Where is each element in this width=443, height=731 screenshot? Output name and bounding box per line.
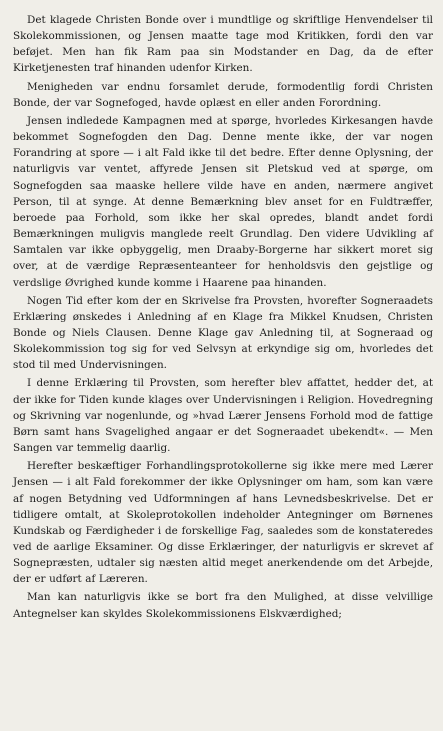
paragraph-2: Menigheden var endnu forsamlet derude, formodentlig fordi Christen Bonde, der var Sognefoged, havde oplæst en eller anden Forordning. bbox=[13, 80, 433, 109]
paragraph-3: Jensen indledede Kampagnen med at spørge, hvorledes Kirkesangen havde bekommet Sognefogden den Dag. Denne mente ikke, der var nogen Forandring at spore — i alt Fald ikke til det bedre. Efter denne Oplysning, der naturligvis var ventet, affyrede Jensen sit Pletskud ved at spørge, om Sognefogden saa maaske hellere vilde have en anden, nærmere angivet Person, til at synge. At denne Bemærkning blev anset for en Fuldtræffer, beroede paa Forhold, som ikke her skal opredes, blandt andet fordi Bemærkningen muligvis manglede reelt Grundlag. Den videre Udvikling af Samtalen var ikke opbyggelig, men Draaby-Borgerne har sikkert moret sig over, at de værdige Repræsenteanteer for henholdsvis den gejstlige og verdslige Øvrighed kunde komme i Haarene paa hinanden. bbox=[13, 114, 433, 289]
paragraph-7: Man kan naturligvis ikke se bort fra den Mulighed, at disse velvillige Antegnelser kan skyldes Skolekommissionens Elskværdighed; bbox=[13, 591, 433, 620]
body-text bbox=[13, 12, 433, 622]
paragraph-6: Herefter beskæftiger Forhandlingsprotokollerne sig ikke mere med Lærer Jensen — i alt Fald forekommer der ikke Oplysninger om ham, som kan være af nogen Betydning ved Udformningen af hans Levnedsbeskrivelse. Det er tidligere omtalt, at Skoleprotokollen indeholder Antegninger om Børnenes Kundskab og Færdigheder i de forskellige Fag, saaledes som de konstateredes ved de aarlige Eksaminer. Og disse Erklæringer, der naturligvis er skrevet af Sognepræsten, udtaler sig næsten altid meget anerkendende om det Arbejde, der er udført af Læreren. bbox=[13, 460, 433, 586]
paragraph-1: Det klagede Christen Bonde over i mundtlige og skriftlige Henvendelser til Skolekommissionen, og Jensen maatte tage mod Kritikken, fordi den var beføjet. Men han fik Ram paa sin Modstander en Dag, da de efter Kirketjenesten traf hinanden udenfor Kirken. bbox=[13, 14, 433, 75]
paragraph-4: Nogen Tid efter kom der en Skrivelse fra Provsten, hvorefter Sogneraadets Erklæring ønskedes i Anledning af en Klage fra Mikkel Knudsen, Christen Bonde og Niels Clausen. Denne Klage gav Anledning til, at Sogneraad og Skolekommission tog sig for ved Selvsyn at erkyndige sig om, hvorledes det stod til med Undervisningen. bbox=[13, 294, 433, 372]
paragraph-5: I denne Erklæring til Provsten, som herefter blev affattet, hedder det, at der ikke for Tiden kunde klages over Undervisningen i Religion. Hovedregning og Skrivning var nogenlunde, og »hvad Lærer Jensens Forhold mod de fattige Børn samt hans Svagelighed angaar er det Sogneraadet ubekendt«. — Men Sangen var temmelig daarlig. bbox=[13, 377, 433, 455]
